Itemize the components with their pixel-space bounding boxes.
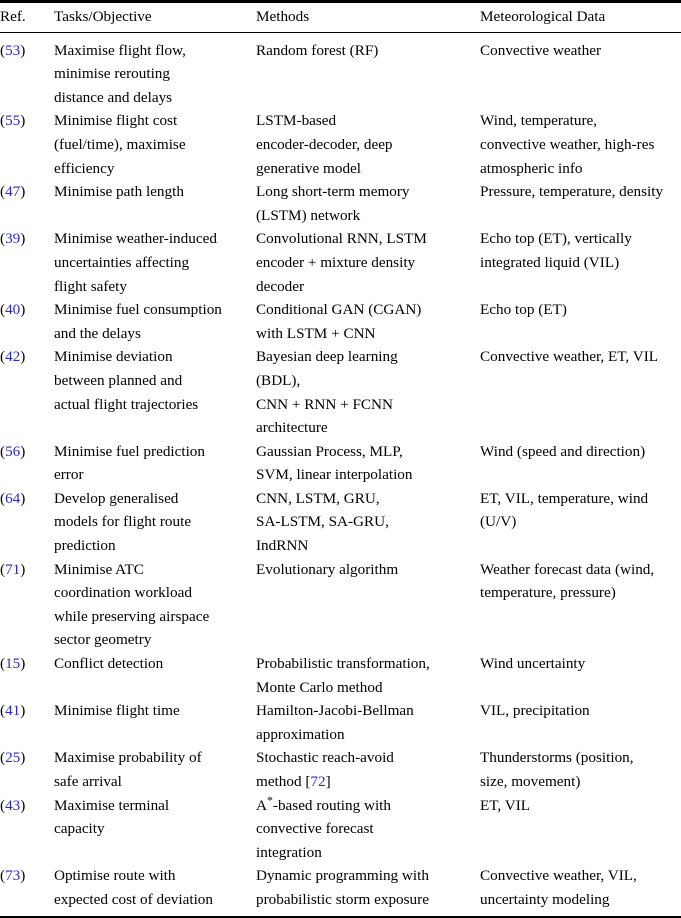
cell-line: Conditional GAN (CGAN): [256, 301, 422, 319]
cell-line: error: [54, 466, 84, 484]
cell-line: Wind (speed and direction): [480, 442, 646, 460]
cell-line: architecture: [256, 419, 328, 437]
cell-line: SVM, linear interpolation: [256, 466, 413, 484]
cell-line: Minimise fuel consumption: [54, 301, 222, 319]
cell-line: Minimise fuel prediction: [54, 442, 205, 460]
reference-citation[interactable]: (15): [0, 655, 26, 673]
reference-citation[interactable]: (42): [0, 348, 26, 366]
cell-line: atmospheric info: [480, 159, 583, 177]
cell-methods: [256, 652, 480, 699]
cell-line: distance and delays: [54, 88, 173, 106]
reference-citation[interactable]: (73): [0, 867, 26, 885]
cell-meteorological-data: [480, 440, 681, 487]
cell-line: Minimise flight time: [54, 702, 180, 720]
table-row: [0, 32, 681, 109]
column-header-ref-label: Ref.: [0, 8, 26, 25]
cell-methods: [256, 440, 480, 487]
reference-number[interactable]: 73: [5, 867, 21, 885]
cell-methods: [256, 794, 480, 865]
cell-line: CNN, LSTM, GRU,: [256, 489, 380, 507]
cell-line: encoder + mixture density: [256, 253, 416, 271]
cell-line: approximation: [256, 725, 345, 743]
reference-number[interactable]: 53: [5, 41, 21, 59]
cell-methods: [256, 345, 480, 439]
cell-line: size, movement): [480, 773, 581, 790]
cell-methods: [256, 298, 480, 345]
cell-line: Minimise weather-induced: [54, 230, 217, 248]
table-header: [0, 2, 681, 33]
cell-meteorological-data: [480, 345, 681, 439]
table-row: [0, 699, 681, 746]
reference-citation[interactable]: (25): [0, 749, 26, 767]
cell-line: temperature, pressure): [480, 584, 616, 602]
cell-line: encoder-decoder, deep: [256, 135, 393, 153]
cell-line: Wind uncertainty: [480, 655, 586, 673]
cell-line: Echo top (ET): [480, 301, 567, 319]
table-row: [0, 298, 681, 345]
cell-methods: [256, 558, 480, 652]
cell-line: probabilistic storm exposure: [256, 890, 429, 908]
cell-line: Probabilistic transformation,: [256, 655, 430, 673]
asterisk-superscript: *: [266, 792, 273, 807]
cell-line: Maximise probability of: [54, 749, 202, 767]
cell-reference: [0, 180, 54, 227]
cell-tasks-objective: [54, 864, 256, 916]
table-row: [0, 794, 681, 865]
cell-line: Random forest (RF): [256, 41, 379, 59]
cell-line: IndRNN: [256, 537, 309, 555]
reference-citation[interactable]: (47): [0, 183, 26, 201]
cell-reference: [0, 652, 54, 699]
cell-line: Convective weather, ET, VIL: [480, 348, 659, 366]
cell-reference: [0, 864, 54, 916]
cell-line: A*-based routing with: [256, 792, 391, 814]
cell-line: (fuel/time), maximise: [54, 135, 186, 153]
cell-meteorological-data: [480, 487, 681, 558]
cell-tasks-objective: [54, 345, 256, 439]
cell-line: ET, VIL, temperature, wind: [480, 489, 649, 507]
cell-line: (U/V): [480, 513, 517, 531]
column-header-tasks-label: Tasks/Objective: [54, 8, 152, 25]
cell-line: (LSTM) network: [256, 206, 361, 224]
cell-line: Minimise ATC: [54, 560, 144, 578]
cell-line: Maximise flight flow,: [54, 41, 186, 59]
cell-line: Minimise flight cost: [54, 112, 178, 130]
table-row: [0, 440, 681, 487]
reference-number[interactable]: 41: [5, 702, 21, 720]
table-row: [0, 652, 681, 699]
cell-reference: [0, 699, 54, 746]
cell-line: Convolutional RNN, LSTM: [256, 230, 427, 248]
cell-line: Evolutionary algorithm: [256, 560, 399, 578]
cell-reference: [0, 440, 54, 487]
cell-line: Thunderstorms (position,: [480, 749, 634, 767]
cell-line: Convective weather: [480, 41, 602, 59]
cell-line: sector geometry: [54, 631, 152, 649]
cell-line: prediction: [54, 537, 116, 555]
cell-tasks-objective: [54, 558, 256, 652]
cell-reference: [0, 298, 54, 345]
cell-line: Maximise terminal: [54, 796, 170, 814]
cell-line: between planned and: [54, 371, 183, 389]
reference-number[interactable]: 39: [5, 230, 21, 248]
cell-methods: [256, 227, 480, 298]
reference-citation[interactable]: (39): [0, 230, 26, 248]
cell-reference: [0, 227, 54, 298]
cell-line: method [72]: [256, 773, 331, 790]
cell-line: expected cost of deviation: [54, 890, 213, 908]
reference-number[interactable]: 55: [5, 112, 21, 130]
cell-meteorological-data: [480, 32, 681, 109]
table-row: [0, 227, 681, 298]
column-header-ref: [0, 2, 54, 33]
cell-line: Dynamic programming with: [256, 867, 429, 885]
cell-line: CNN + RNN + FCNN: [256, 395, 393, 413]
table-body: [0, 32, 681, 916]
cell-meteorological-data: [480, 227, 681, 298]
cell-line: Optimise route with: [54, 867, 176, 885]
cell-reference: [0, 794, 54, 865]
cell-line: convective weather, high-res: [480, 135, 655, 153]
cell-tasks-objective: [54, 487, 256, 558]
cell-line: Long short-term memory: [256, 183, 410, 201]
cell-tasks-objective: [54, 794, 256, 865]
cell-line: Echo top (ET), vertically: [480, 230, 632, 248]
column-header-methods-label: Methods: [256, 8, 310, 25]
reference-citation[interactable]: (71): [0, 560, 26, 578]
cell-meteorological-data: [480, 864, 681, 916]
reference-citation[interactable]: (53): [0, 41, 26, 59]
cell-tasks-objective: [54, 298, 256, 345]
table-row: [0, 109, 681, 180]
cell-methods: [256, 746, 480, 793]
cell-line: Bayesian deep learning: [256, 348, 398, 366]
cell-meteorological-data: [480, 298, 681, 345]
inline-citation-link[interactable]: 72: [310, 773, 326, 790]
cell-line: Develop generalised: [54, 489, 179, 507]
cell-tasks-objective: [54, 227, 256, 298]
cell-line: VIL, precipitation: [480, 702, 590, 720]
cell-line: coordination workload: [54, 584, 192, 602]
cell-methods: [256, 487, 480, 558]
cell-meteorological-data: [480, 109, 681, 180]
cell-line: flight safety: [54, 277, 127, 295]
reference-citation[interactable]: (41): [0, 702, 26, 720]
cell-line: integration: [256, 843, 322, 861]
reference-number[interactable]: 25: [5, 749, 21, 767]
cell-reference: [0, 109, 54, 180]
reference-number[interactable]: 47: [5, 183, 21, 201]
cell-line: integrated liquid (VIL): [480, 253, 620, 271]
cell-line: generative model: [256, 159, 361, 177]
cell-line: Wind, temperature,: [480, 112, 598, 130]
cell-reference: [0, 746, 54, 793]
cell-line: actual flight trajectories: [54, 395, 199, 413]
cell-line: decoder: [256, 277, 305, 295]
cell-meteorological-data: [480, 699, 681, 746]
cell-methods: [256, 180, 480, 227]
cell-line: convective forecast: [256, 820, 374, 838]
reference-citation[interactable]: (55): [0, 112, 26, 130]
reference-number[interactable]: 71: [5, 560, 21, 578]
cell-meteorological-data: [480, 746, 681, 793]
cell-line: Conflict detection: [54, 655, 164, 673]
cell-line: Hamilton-Jacobi-Bellman: [256, 702, 414, 720]
cell-line: Minimise deviation: [54, 348, 173, 366]
table-row: [0, 345, 681, 439]
table-row: [0, 864, 681, 916]
cell-reference: [0, 32, 54, 109]
reference-citation[interactable]: (56): [0, 442, 26, 460]
cell-line: Convective weather, VIL,: [480, 867, 637, 885]
cell-line: Monte Carlo method: [256, 678, 383, 696]
cell-line: and the delays: [54, 324, 141, 342]
cell-tasks-objective: [54, 440, 256, 487]
column-header-tasks: [54, 2, 256, 33]
cell-reference: [0, 345, 54, 439]
cell-meteorological-data: [480, 652, 681, 699]
table-row: [0, 558, 681, 652]
cell-line: LSTM-based: [256, 112, 337, 130]
cell-tasks-objective: [54, 109, 256, 180]
cell-tasks-objective: [54, 180, 256, 227]
reference-citation[interactable]: (43): [0, 796, 26, 814]
reference-citation[interactable]: (64): [0, 489, 26, 507]
cell-line: (BDL),: [256, 371, 301, 389]
column-header-meteorological-data: [480, 2, 681, 33]
cell-methods: [256, 32, 480, 109]
table-row: [0, 487, 681, 558]
reference-number[interactable]: 64: [5, 489, 21, 507]
cell-line: safe arrival: [54, 773, 122, 790]
cell-line: with LSTM + CNN: [256, 324, 376, 342]
cell-line: efficiency: [54, 159, 115, 177]
cell-tasks-objective: [54, 699, 256, 746]
cell-reference: [0, 487, 54, 558]
column-header-methods: [256, 2, 480, 33]
cell-line: Pressure, temperature, density: [480, 183, 664, 201]
cell-methods: [256, 109, 480, 180]
cell-line: capacity: [54, 820, 105, 838]
cell-line: while preserving airspace: [54, 607, 210, 625]
cell-line: ET, VIL: [480, 796, 531, 814]
cell-tasks-objective: [54, 32, 256, 109]
cell-meteorological-data: [480, 558, 681, 652]
cell-tasks-objective: [54, 652, 256, 699]
table-row: [0, 180, 681, 227]
table-row: [0, 746, 681, 793]
cell-line: Gaussian Process, MLP,: [256, 442, 403, 460]
reference-number[interactable]: 56: [5, 442, 21, 460]
column-header-meteorological-data-label: Meteorological Data: [480, 8, 606, 25]
cell-line: uncertainties affecting: [54, 253, 190, 271]
cell-meteorological-data: [480, 794, 681, 865]
reference-number[interactable]: 43: [5, 796, 21, 814]
reference-citation[interactable]: (40): [0, 301, 26, 319]
cell-meteorological-data: [480, 180, 681, 227]
reference-number[interactable]: 15: [5, 655, 21, 673]
cell-line: Minimise path length: [54, 183, 184, 201]
reference-number[interactable]: 40: [5, 301, 21, 319]
cell-line: minimise rerouting: [54, 65, 170, 83]
cell-methods: [256, 864, 480, 916]
cell-reference: [0, 558, 54, 652]
cell-line: SA-LSTM, SA-GRU,: [256, 513, 389, 531]
cell-tasks-objective: [54, 746, 256, 793]
reference-number[interactable]: 42: [5, 348, 21, 366]
cell-line: Weather forecast data (wind,: [480, 560, 655, 578]
cell-line: uncertainty modeling: [480, 890, 610, 908]
table-header-row: [0, 2, 681, 33]
cell-methods: [256, 699, 480, 746]
cell-line: models for flight route: [54, 513, 192, 531]
cell-line: Stochastic reach-avoid: [256, 749, 394, 767]
